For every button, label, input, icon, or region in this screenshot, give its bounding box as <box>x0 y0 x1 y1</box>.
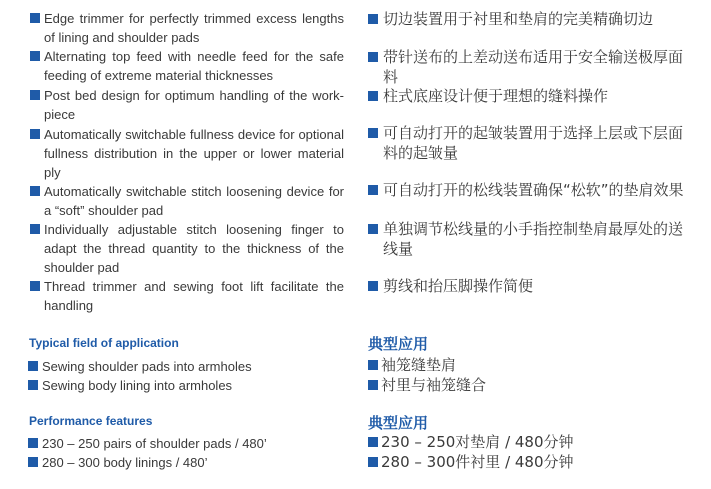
application-cn-text: 衬里与袖笼缝合 <box>381 376 487 394</box>
square-bullet-icon <box>28 380 38 390</box>
square-bullet-icon <box>368 128 378 138</box>
feature-cn-item <box>357 86 693 106</box>
performance-en-item <box>0 434 352 453</box>
feature-cn-text: 可自动打开的起皱装置用于选择上层或下层面料的起皱量 <box>383 124 684 162</box>
performance-cn-list <box>357 432 711 472</box>
feature-en-text: Edge trimmer for perfectly trimmed excess lengths of lining and shoulder pads <box>44 11 344 45</box>
square-bullet-icon <box>368 52 378 62</box>
square-bullet-icon <box>28 361 38 371</box>
application-cn-item <box>357 375 711 395</box>
application-en-list <box>0 357 352 395</box>
square-bullet-icon <box>368 14 378 24</box>
feature-cn-item <box>357 276 693 296</box>
square-bullet-icon <box>368 437 378 447</box>
performance-cn-item <box>357 432 711 452</box>
feature-en-item <box>0 182 344 220</box>
square-bullet-icon <box>30 281 40 291</box>
feature-cn-text: 可自动打开的松线装置确保“松软”的垫肩效果 <box>383 181 684 199</box>
square-bullet-icon <box>368 380 378 390</box>
square-bullet-icon <box>368 185 378 195</box>
feature-cn-text: 带针送布的上差动送布适用于安全输送极厚面料 <box>383 48 684 86</box>
feature-cn-item <box>357 219 693 259</box>
square-bullet-icon <box>368 360 378 370</box>
feature-cn-item <box>357 180 693 200</box>
feature-en-item <box>0 47 344 85</box>
feature-en-text: Individually adjustable stitch loosening finger to adapt the thread quantity to the thickness of the shoulder pad <box>44 222 344 275</box>
performance-en-item <box>0 453 352 472</box>
application-heading-cn: 典型应用 <box>368 335 429 353</box>
application-en-text: Sewing shoulder pads into armholes <box>42 359 252 374</box>
application-en-item <box>0 357 352 376</box>
square-bullet-icon <box>30 13 40 23</box>
square-bullet-icon <box>30 51 40 61</box>
feature-cn-text: 剪线和抬压脚操作简便 <box>383 277 534 295</box>
performance-cn-text: 230 – 250对垫肩 / 480分钟 <box>381 433 574 451</box>
square-bullet-icon <box>28 438 38 448</box>
square-bullet-icon <box>368 224 378 234</box>
performance-heading-en: Performance features <box>29 414 153 428</box>
square-bullet-icon <box>30 129 40 139</box>
feature-en-item <box>0 277 344 315</box>
performance-en-list <box>0 434 352 472</box>
feature-en-item <box>0 86 344 124</box>
application-en-text: Sewing body lining into armholes <box>42 378 233 393</box>
application-cn-text: 袖笼缝垫肩 <box>381 356 457 374</box>
application-cn-list <box>357 355 711 395</box>
application-cn-item <box>357 355 711 375</box>
feature-en-item <box>0 220 344 277</box>
square-bullet-icon <box>30 90 40 100</box>
feature-cn-item <box>357 47 693 87</box>
feature-cn-item <box>357 9 693 29</box>
square-bullet-icon <box>30 224 40 234</box>
feature-en-text: Automatically switchable fullness device for optional fullness distribution in the upper or lower material ply <box>44 127 344 180</box>
feature-en-item <box>0 9 344 47</box>
square-bullet-icon <box>28 457 38 467</box>
performance-en-text: 280 – 300 body linings / 480’ <box>42 455 208 470</box>
feature-cn-item <box>357 123 693 163</box>
application-en-item <box>0 376 352 395</box>
feature-en-text: Alternating top feed with needle feed for the safe feeding of extreme material thicknesses <box>44 49 344 83</box>
square-bullet-icon <box>368 281 378 291</box>
feature-en-text: Post bed design for optimum handling of the work-piece <box>44 88 344 122</box>
feature-cn-text: 柱式底座设计便于理想的缝料操作 <box>383 87 609 105</box>
feature-en-item <box>0 125 344 182</box>
feature-cn-text: 切边装置用于衬里和垫肩的完美精确切边 <box>383 10 654 28</box>
square-bullet-icon <box>368 457 378 467</box>
feature-en-text: Automatically switchable stitch loosening device for a “soft” shoulder pad <box>44 184 344 218</box>
application-heading-en: Typical field of application <box>29 336 179 350</box>
square-bullet-icon <box>30 186 40 196</box>
performance-cn-text: 280 – 300件衬里 / 480分钟 <box>381 453 574 471</box>
performance-en-text: 230 – 250 pairs of shoulder pads / 480’ <box>42 436 267 451</box>
feature-en-text: Thread trimmer and sewing foot lift facilitate the handling <box>44 279 344 313</box>
performance-heading-cn: 典型应用 <box>368 414 429 432</box>
performance-cn-item <box>357 452 711 472</box>
square-bullet-icon <box>368 91 378 101</box>
feature-cn-text: 单独调节松线量的小手指控制垫肩最厚处的送线量 <box>383 220 684 258</box>
